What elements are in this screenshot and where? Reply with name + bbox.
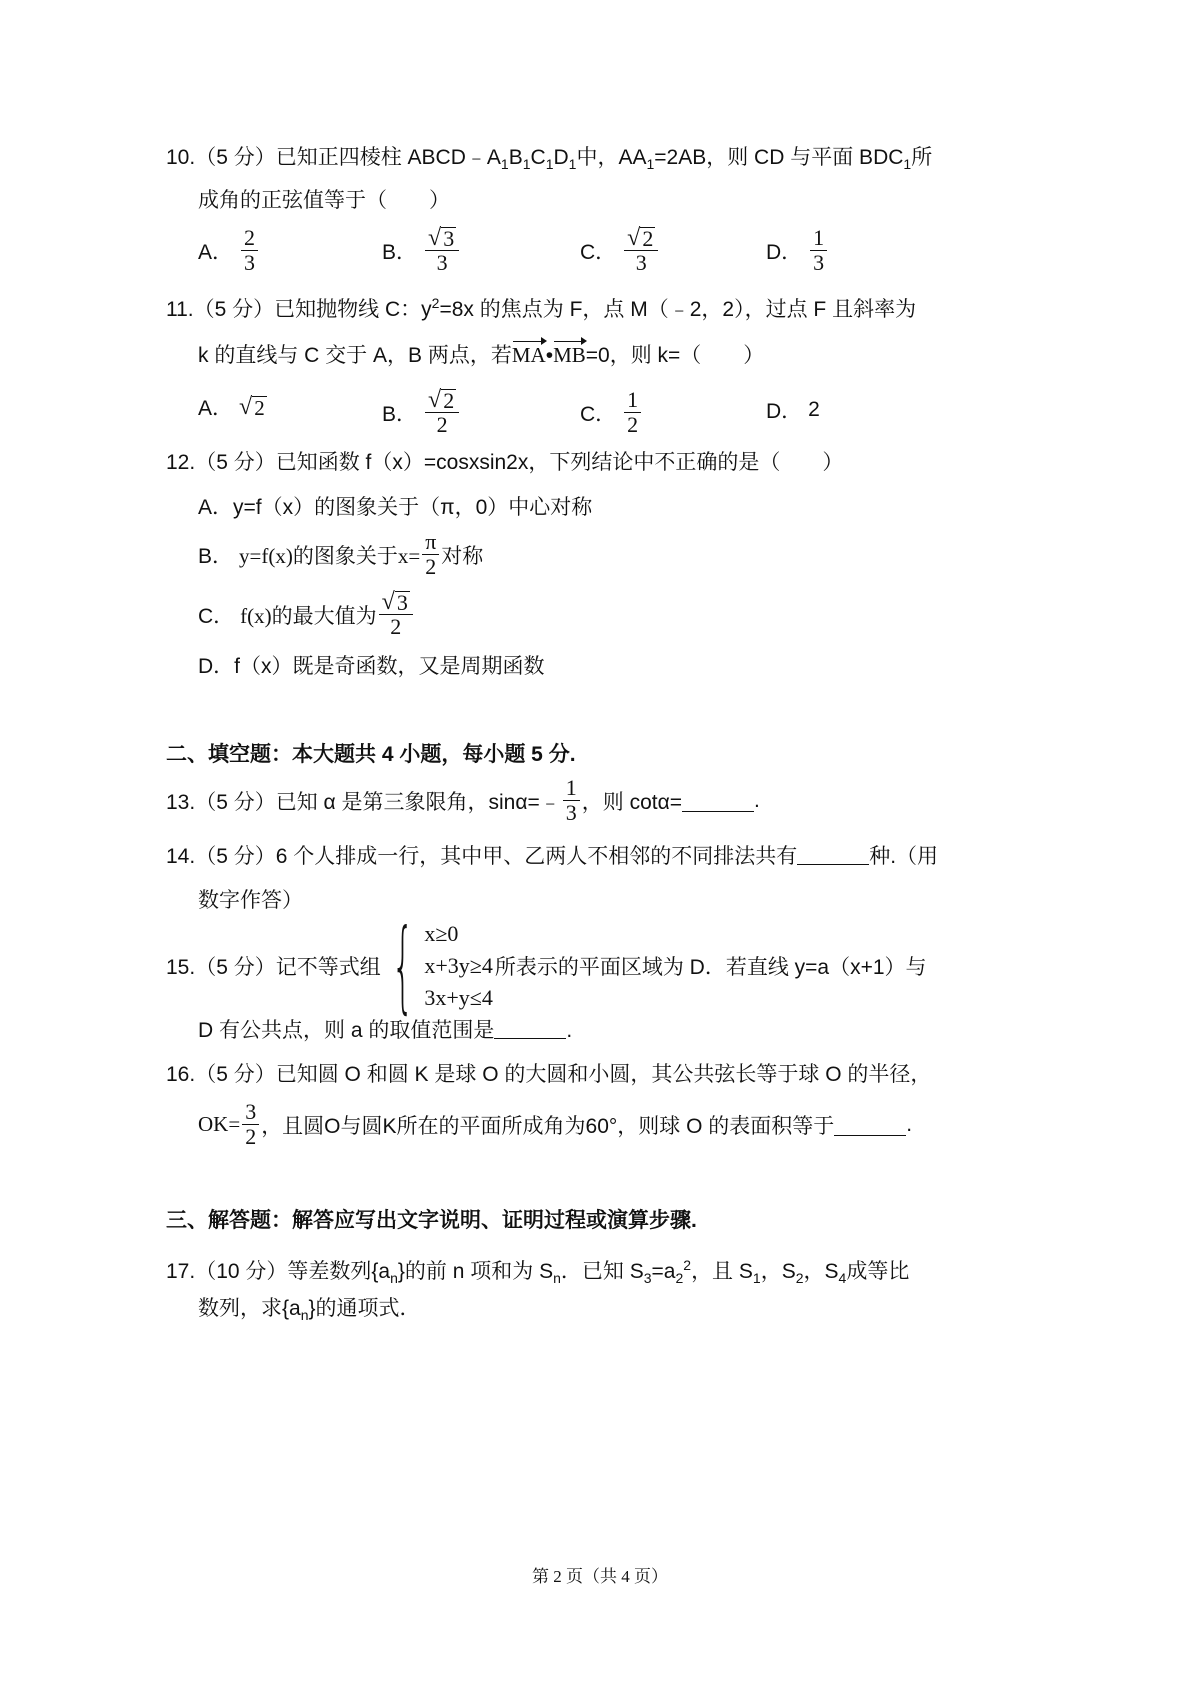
page-footer: 第 2 页（共 4 页） — [532, 1567, 668, 1586]
q13: 13.（5 分）已知 α 是第三象限角，sinα=﹣ $\frac{1}{3}$ ，则 cotα= . — [166, 775, 760, 825]
q10-option-b: B． √ 3 3 — [382, 226, 461, 275]
q12-option-d: D．f（x）既是奇函数，又是周期函数 — [198, 655, 545, 678]
q11-line1: 11.（5 分）已知抛物线 C：$y^2=8x$ 的焦点为 F，点 M（﹣2，2），过点 F 且斜率为 — [166, 295, 917, 321]
q16-line2: OK= $\frac{3}{2}$ ，且圆O与圆K所在的平面所成角为60°，则球 O 的表面积等于 . — [198, 1099, 913, 1149]
q16-answer-blank — [834, 1113, 906, 1136]
section-fill-in-heading: 二、填空题：本大题共 4 小题，每小题 5 分. — [166, 743, 576, 766]
q11-line2: k 的直线与 C 交于 A，B 两点，若MA•MB=0，则 k=（ ） — [198, 340, 764, 371]
inequality-2: x+3y≥4 — [424, 953, 493, 978]
q12-option-b: B． y=f(x)的图象关于x= $\frac{\pi}{2}$ 对称 — [198, 529, 484, 579]
q17-line1: 17.（10 分）等差数列$\{a_n\}$的前 n 项和为 $S_n$．已知 $S_3=a_2^2$，且 $S_1$，$S_2$，$S_4$成等比 — [166, 1257, 910, 1287]
inequality-brace: { — [391, 907, 414, 1024]
q11-option-a: A． √ 2 — [198, 394, 265, 420]
q14-answer-blank — [797, 842, 869, 865]
q13-answer-blank — [682, 789, 754, 812]
q15-line2: D 有公共点，则 a 的取值范围是 . — [198, 1016, 572, 1046]
q10-option-d: D． $\frac{1}{3}$ — [766, 226, 829, 275]
q14-line1: 14.（5 分）6 个人排成一行，其中甲、乙两人不相邻的不同排法共有 种.（用 — [166, 842, 938, 872]
q11-option-d: D． 2 — [766, 398, 820, 423]
q15-line1: 15.（5 分）记不等式组 { x≥0 x+3y≥4 3x+y≤4 所表示的平面区域为 D．若直线 y=a（x+1）与 — [166, 907, 927, 1024]
inequality-1: x≥0 — [424, 921, 459, 946]
section-answer-heading: 三、解答题：解答应写出文字说明、证明过程或演算步骤. — [166, 1209, 697, 1232]
inequality-3: 3x+y≤4 — [424, 985, 493, 1010]
q10-line1: 10.（5 分）已知正四棱柱 $ABCD﹣A_1B_1C_1D_1$中，$AA_1=2AB$，则 CD 与平面 $BDC_1$所 — [166, 146, 933, 173]
q16-line1: 16.（5 分）已知圆 O 和圆 K 是球 O 的大圆和小圆，其公共弦长等于球 O 的半径， — [166, 1063, 932, 1086]
q14-line2: 数字作答） — [198, 889, 303, 912]
q11-option-c: C． $\frac{1}{2}$ — [580, 388, 643, 437]
q15-answer-blank — [494, 1016, 566, 1039]
q12-line1: 12.（5 分）已知函数 f（x）=cosxsin2x，下列结论中不正确的是（ ） — [166, 451, 844, 474]
q10-line2: 成角的正弦值等于（ ） — [198, 189, 450, 212]
q12-option-c: C． f(x)的最大值为 √ 3 2 — [198, 590, 415, 639]
q12-option-a: A．y=f（x）的图象关于（π，0）中心对称 — [198, 496, 593, 519]
q10-option-a: A． $\frac{2}{3}$ — [198, 226, 260, 275]
q11-option-b: B． √ 2 2 — [382, 388, 461, 437]
q17-line2: 数列，求$\{a_n\}$的通项式． — [198, 1297, 421, 1324]
q10-option-c: C． √ 2 3 — [580, 226, 660, 275]
